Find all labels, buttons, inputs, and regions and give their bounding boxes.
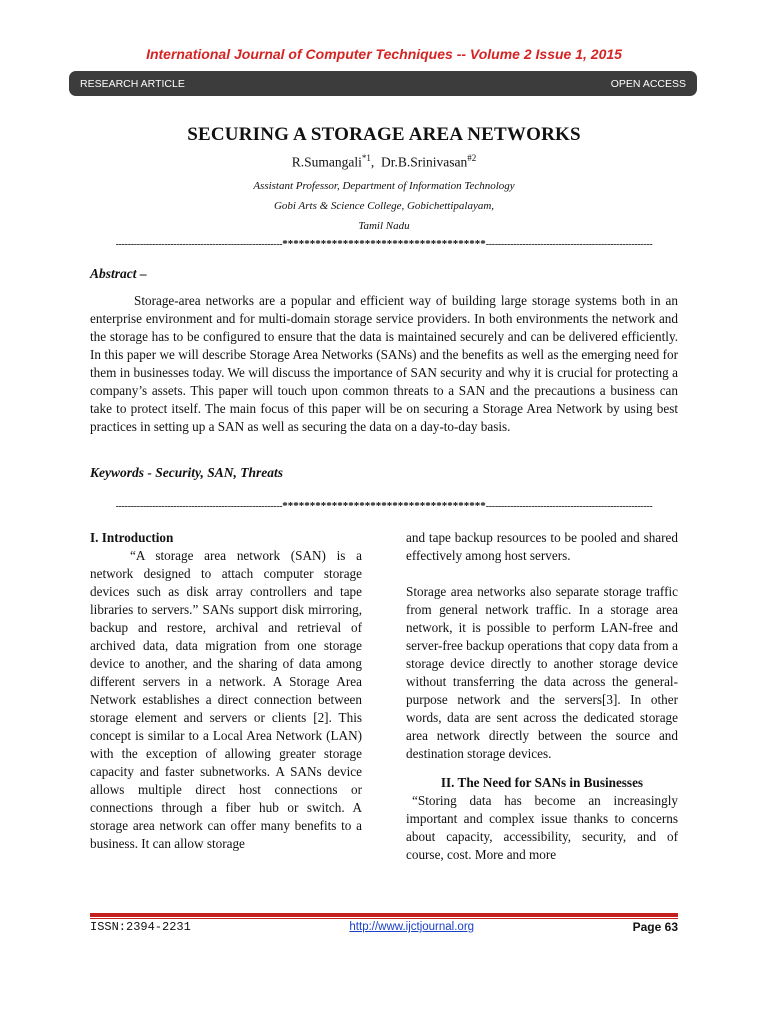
separator-dashes: ------------------------------------------------------- xyxy=(115,501,283,512)
section-heading: II. The Need for SANs in Businesses xyxy=(440,775,644,790)
abstract-text: Storage-area networks are a popular and efficient way of building large storage systems both in an enterprise environment and for multi-domain storage service providers. In both environments the network and the storage has to be configured to ensure that the data is maintained securely and can be delivered efficiently. In this paper we will describe Storage Area Networks (SANs) and the benefits as well as the emerging need for them in businesses today. We will discuss the importance of SAN security and why it is crucial for protecting a company’s assets. This paper will touch upon common threats to a SAN and the precautions a business can take to protect itself. The main focus of this paper will be on securing a Storage Area Network by using best practices in setting up a SAN as well as securing the data on a day-to-day basis. xyxy=(90,293,678,434)
article-type-bar xyxy=(69,71,697,96)
footer-rule xyxy=(90,913,678,917)
affiliation-line: Tamil Nadu xyxy=(358,220,410,232)
paragraph: Storage area networks also separate storage traffic from general network traffic. In a storage area network, it is possible to perform LAN-free and server-free backup operations that copy data from a storage device directly to another storage device without transferring the data across the general-purpose network and the servers[3]. In other words, data are sent across the dedicated storage area network directly between the source and destination storage devices. xyxy=(406,584,678,761)
right-column xyxy=(406,529,678,864)
section-heading: I. Introduction xyxy=(90,530,174,545)
separator-stars: ************************************* xyxy=(282,500,486,512)
page-number: Page 63 xyxy=(632,920,678,934)
separator-dashes: ------------------------------------------------------- xyxy=(485,239,653,250)
paragraph: “Storing data has become an increasingly important and complex issue thanks to concerns about capacity, accessibility, security, and of course, cost. More and more xyxy=(406,793,678,862)
affiliation-line: Gobi Arts & Science College, Gobichettipalayam, xyxy=(273,200,495,212)
abstract-heading: Abstract – xyxy=(90,266,147,281)
footer xyxy=(90,920,678,934)
paragraph: “A storage area network (SAN) is a network designed to attach computer storage devices such as disk array controllers and tape libraries to servers.” SANs support disk mirroring, backup and restore, archival and retrieval of archived data, data migration from one storage device to another, and the sharing of data among different servers in a network. A Storage Area Network establishes a direct connection between storage element and servers or clients [2]. This concept is similar to a Local Area Network (LAN) with the exception of allowing greater storage capacity and faster subnetworks. A SANs device allows multiple direct host connections or connections through a fiber hub or switch. A storage area network can offer many benefits to a business. It can allow storage xyxy=(90,548,362,851)
author-mark: #2 xyxy=(467,153,477,163)
author-name: R.Sumangali xyxy=(291,154,362,170)
left-column xyxy=(90,529,362,853)
author-mark: *1 xyxy=(361,153,371,163)
separator-dashes: ------------------------------------------------------- xyxy=(485,501,653,512)
paragraph: and tape backup resources to be pooled and shared effectively among host servers. xyxy=(406,530,678,563)
journal-header: International Journal of Computer Techniques -- Volume 2 Issue 1, 2015 xyxy=(146,46,622,62)
article-type-label: RESEARCH ARTICLE xyxy=(80,77,185,90)
author-line: R.Sumangali$^{*1}$, Dr.B.Srinivasan$^{\#2}$ xyxy=(291,153,477,170)
affiliation-line: Assistant Professor, Department of Information Technology xyxy=(253,180,515,192)
separator-stars: ************************************* xyxy=(282,238,486,250)
journal-link[interactable]: http://www.ijctjournal.org xyxy=(349,921,475,933)
separator-dashes: ------------------------------------------------------- xyxy=(115,239,283,250)
author-name: Dr.B.Srinivasan xyxy=(381,154,468,170)
separator-line xyxy=(90,238,678,252)
issn: ISSN:2394-2231 xyxy=(90,920,191,934)
open-access-label: OPEN ACCESS xyxy=(610,77,686,90)
keywords: Keywords - Security, SAN, Threats xyxy=(90,465,284,480)
separator-line xyxy=(90,500,678,514)
paper-title: SECURING A STORAGE AREA NETWORKS xyxy=(187,124,581,145)
